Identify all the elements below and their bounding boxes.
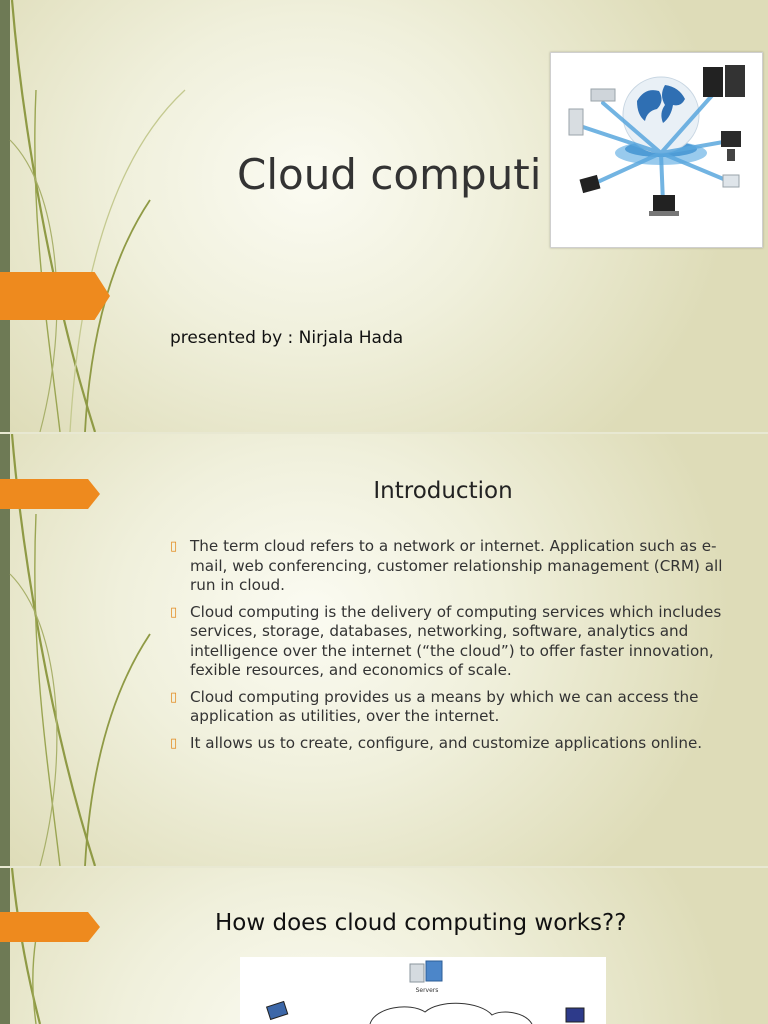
orange-arrow-tab xyxy=(0,272,110,320)
slide-left-bar xyxy=(0,0,10,432)
slide-title: Introduction xyxy=(373,478,513,504)
list-item: ▯ Cloud computing provides us a means by which we can access the application as utilities, over the internet. xyxy=(170,687,699,725)
bullet-icon: ▯ xyxy=(170,735,178,751)
bullet-icon: ▯ xyxy=(170,604,178,620)
list-item: ▯ The term cloud refers to a network or internet. Application such as e-mail, web conferencing, customer relationship management (CRM) all run in cloud. xyxy=(170,537,723,594)
bullet-icon: ▯ xyxy=(170,689,178,705)
orange-arrow-tab xyxy=(0,912,100,942)
slide-left-bar xyxy=(0,868,10,1024)
slide-title: Cloud computi xyxy=(237,150,542,199)
diagram-label: Servers xyxy=(415,987,439,994)
swoosh-decoration xyxy=(0,868,200,1024)
presenter-line: presented by : Nirjala Hada xyxy=(170,328,404,348)
slide-1 xyxy=(0,0,768,432)
list-item: ▯ It allows us to create, configure, and customize applications online. xyxy=(170,733,703,752)
bullet-icon: ▯ xyxy=(170,539,178,554)
swoosh-decoration xyxy=(0,0,200,432)
bullet-list xyxy=(170,537,730,760)
slide-title: How does cloud computing works?? xyxy=(215,910,627,936)
list-item: ▯ Cloud computing is the delivery of computing services which includes services, storage, databases, networking, software, analytics and intelligence over the internet (“the cloud”) to offer faster innovation, fexible resources, and economics of scale. xyxy=(170,602,722,679)
network-globe-image xyxy=(550,52,763,248)
cloud-diagram-image xyxy=(240,957,606,1024)
